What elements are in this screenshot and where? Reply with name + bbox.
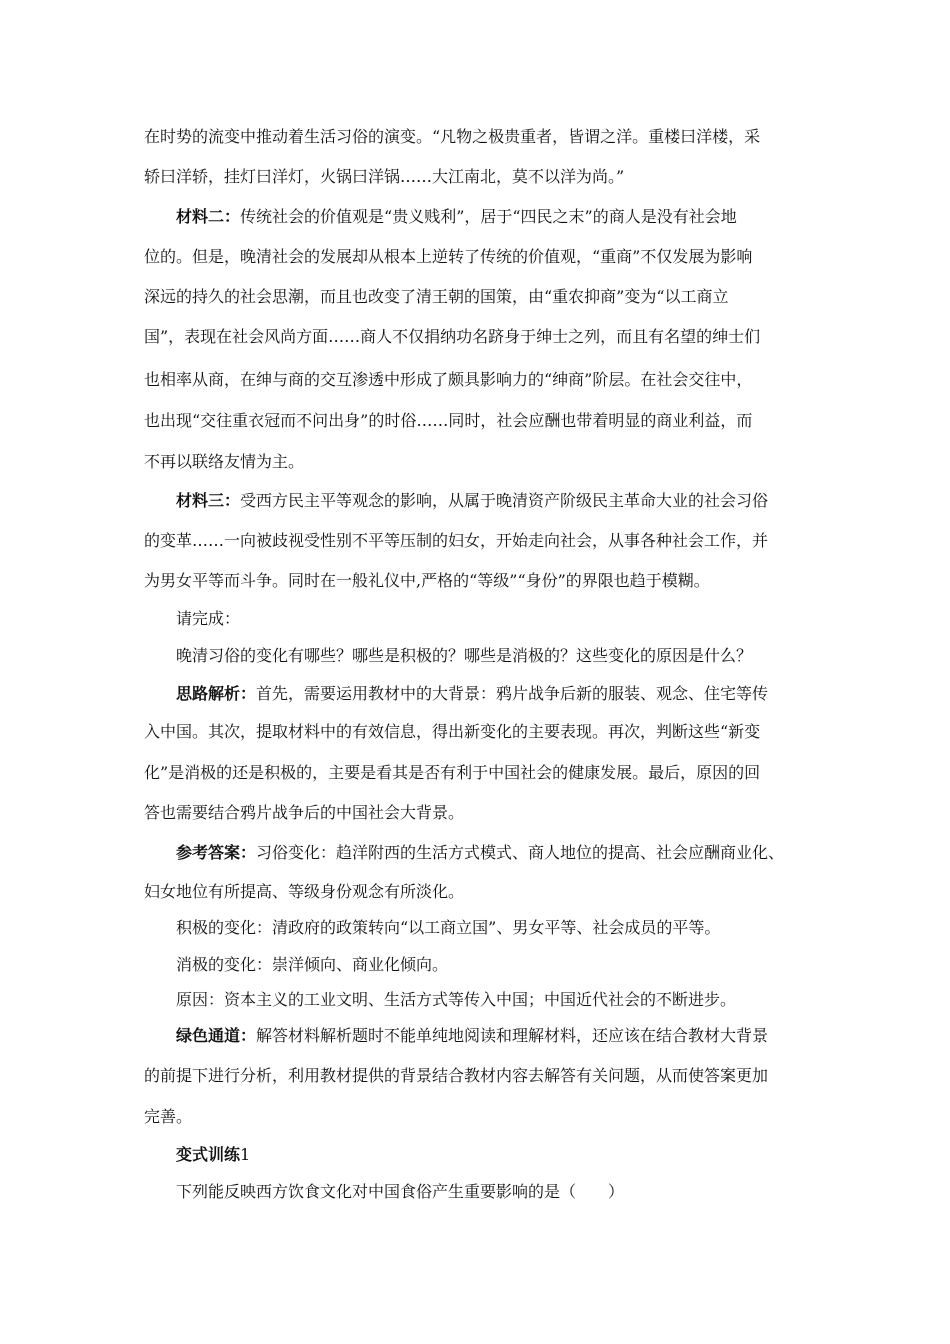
paragraph-line: 完善。 <box>144 1107 193 1126</box>
paragraph-line: 在时势的流变中推动着生活习俗的演变。“凡物之极贵重者，皆谓之洋。重楼曰洋楼，采 <box>144 127 761 146</box>
material-three-heading-line: 材料三：受西方民主平等观念的影响，从属于晚清资产阶级民主革命大业的社会习俗 <box>176 491 769 510</box>
exercise-question-line: 下列能反映西方饮食文化对中国食俗产生重要影响的是（ ） <box>176 1182 625 1201</box>
exercise-heading-line <box>176 1145 816 1165</box>
paragraph-line: 的前提下进行分析，利用教材提供的背景结合教材内容去解答有关问题，从而使答案更加 <box>144 1066 769 1085</box>
green-channel-label: 绿色通道： <box>176 1026 257 1045</box>
paragraph-line: 也相率从商，在绅与商的交互渗透中形成了颇具影响力的“绅商”阶层。在社会交往中， <box>144 370 753 389</box>
paragraph-line: 化”是消极的还是积极的，主要是看其是否有利于中国社会的健康发展。最后，原因的回 <box>144 763 761 782</box>
paragraph-line: 答也需要结合鸦片战争后的中国社会大背景。 <box>144 803 465 822</box>
exercise-label: 变式训练 <box>176 1145 241 1164</box>
paragraph-line: 轿曰洋轿，挂灯曰洋灯，火锅曰洋锅……大江南北，莫不以洋为尚。” <box>144 167 625 186</box>
paragraph-line: 为男女平等而斗争。同时在一般礼仪中,严格的“等级”“身份”的界限也趋于模糊。 <box>144 571 710 590</box>
instruction-line: 请完成： <box>176 609 241 628</box>
paragraph-line: 妇女地位有所提高、等级身份观念有所淡化。 <box>144 882 465 901</box>
material-three-label: 材料三： <box>176 491 241 510</box>
exercise-number: 1 <box>240 1145 251 1164</box>
paragraph-line: 深远的持久的社会思潮，而且也改变了清王朝的国策，由“重农抑商”变为“以工商立 <box>144 287 729 306</box>
paragraph-line: 的变革……一向被歧视受性别不平等压制的妇女，开始走向社会，从事各种社会工作，并 <box>144 531 769 550</box>
paragraph-line: 位的。但是，晚清社会的发展却从根本上逆转了传统的价值观，“重商”不仅发展为影响 <box>144 247 753 266</box>
paragraph-line: 也出现“交往重衣冠而不问出身”的时俗……同时，社会应酬也带着明显的商业利益，而 <box>144 411 753 430</box>
analysis-heading-line: 思路解析：首先，需要运用教材中的大背景：鸦片战争后新的服装、观念、住宅等传 <box>176 684 769 703</box>
paragraph-line: 积极的变化：清政府的政策转向“以工商立国”、男女平等、社会成员的平等。 <box>176 918 721 937</box>
paragraph-line: 原因：资本主义的工业文明、生活方式等传入中国；中国近代社会的不断进步。 <box>176 990 737 1009</box>
paragraph-line: 消极的变化：崇洋倾向、商业化倾向。 <box>176 955 449 974</box>
paragraph-line: 不再以联络友情为主。 <box>144 452 305 471</box>
material-two-label: 材料二： <box>176 207 241 226</box>
paragraph-line: 入中国。其次，提取材料中的有效信息，得出新变化的主要表现。再次，判断这些“新变 <box>144 722 761 741</box>
answer-label: 参考答案： <box>176 843 257 862</box>
green-channel-heading-line: 绿色通道：解答材料解析题时不能单纯地阅读和理解材料，还应该在结合教材大背景 <box>176 1026 769 1045</box>
material-two-heading-line: 材料二：传统社会的价值观是“贵义贱利”，居于“四民之末”的商人是没有社会地 <box>176 207 737 226</box>
paragraph-line: 国”，表现在社会风尚方面……商人不仅捐纳功名跻身于绅士之列，而且有名望的绅士们 <box>144 327 761 346</box>
question-line: 晚清习俗的变化有哪些？哪些是积极的？哪些是消极的？这些变化的原因是什么？ <box>176 646 753 665</box>
answer-heading-line: 参考答案：习俗变化：趋洋附西的生活方式模式、商人地位的提高、社会应酬商业化、 <box>176 843 785 862</box>
analysis-label: 思路解析： <box>176 684 257 703</box>
